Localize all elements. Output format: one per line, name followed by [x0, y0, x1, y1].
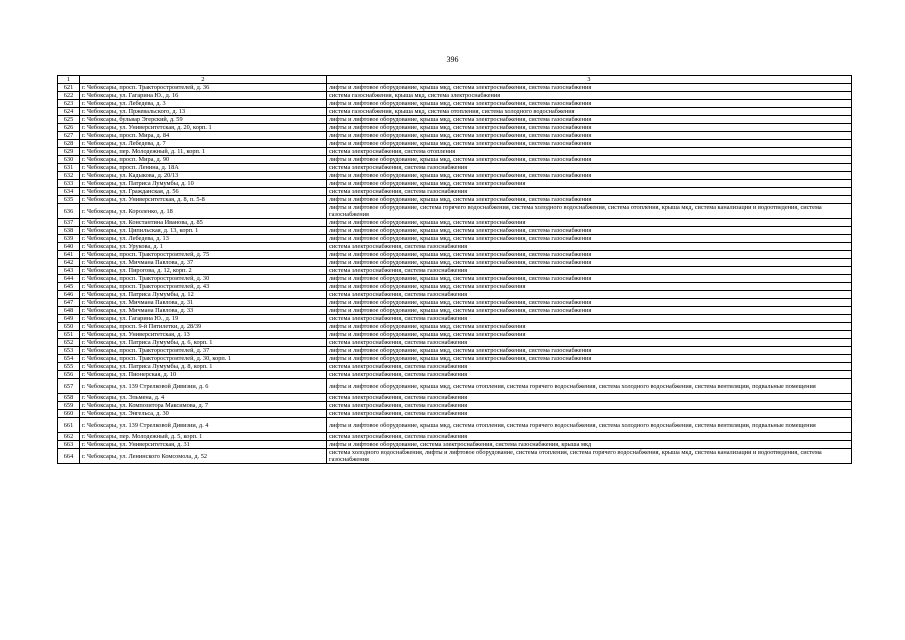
row-address: г. Чебоксары, ул. Эльмена, д. 4: [80, 394, 327, 402]
table-row: [58, 315, 852, 323]
row-address: г. Чебоксары, ул. Константина Иванова, д. 85: [80, 219, 327, 227]
row-number: 638: [58, 227, 80, 235]
row-number: 633: [58, 180, 80, 188]
table-row: [58, 347, 852, 355]
row-works: система газоснабжения, крыша мкд, система отопления, система холодного водоснабжения: [327, 108, 852, 116]
row-works: система электроснабжения, система газоснабжения: [327, 164, 852, 172]
row-address: г. Чебоксары, просп. Ленина, д. 18А: [80, 164, 327, 172]
row-number: 629: [58, 148, 80, 156]
row-works: лифты и лифтовое оборудование, крыша мкд, система электроснабжения: [327, 331, 852, 339]
row-address: г. Чебоксары, просп. Тракторостроителей, д. 43: [80, 283, 327, 291]
row-address: г. Чебоксары, ул. Лебедева, д. 13: [80, 235, 327, 243]
row-works: система электроснабжения, система газоснабжения: [327, 394, 852, 402]
row-works: лифты и лифтовое оборудование, крыша мкд, система электроснабжения, система газоснабжения: [327, 100, 852, 108]
row-number: 662: [58, 433, 80, 441]
row-number: 630: [58, 156, 80, 164]
row-works: система электроснабжения, система газоснабжения: [327, 267, 852, 275]
row-works: лифты и лифтовое оборудование, крыша мкд, система электроснабжения: [327, 323, 852, 331]
row-works: система электроснабжения, система газоснабжения: [327, 291, 852, 299]
row-works: система газоснабжения, крыша мкд, система электроснабжения: [327, 92, 852, 100]
table-row: [58, 410, 852, 418]
table-row: [58, 449, 852, 464]
table-row: [58, 108, 852, 116]
row-number: 626: [58, 124, 80, 132]
table-row: [58, 156, 852, 164]
row-works: система электроснабжения, система отопления: [327, 148, 852, 156]
table-row: [58, 283, 852, 291]
row-number: 625: [58, 116, 80, 124]
row-address: г. Чебоксары, ул. Университетская, д. 8, п. 5-8: [80, 196, 327, 204]
table-row: [58, 132, 852, 140]
table-row: [58, 251, 852, 259]
row-number: 641: [58, 251, 80, 259]
row-number: 622: [58, 92, 80, 100]
row-works: лифты и лифтовое оборудование, крыша мкд, система отопления, система горячего водоснабжения, система холодного водоснабжения, система вентиляции, подвальные помещения: [327, 379, 852, 394]
row-number: 664: [58, 449, 80, 464]
row-address: г. Чебоксары, ул. Университетская, д. 13: [80, 331, 327, 339]
table-row: [58, 227, 852, 235]
row-address: г. Чебоксары, ул. Пионерская, д. 10: [80, 371, 327, 379]
row-works: лифты и лифтовое оборудование, крыша мкд, система электроснабжения, система газоснабжения: [327, 172, 852, 180]
row-address: г. Чебоксары, ул. Кадыкова, д. 20/13: [80, 172, 327, 180]
row-works: лифты и лифтовое оборудование, крыша мкд, система электроснабжения, система газоснабжения: [327, 124, 852, 132]
row-works: система электроснабжения, система газоснабжения: [327, 243, 852, 251]
row-address: г. Чебоксары, ул. Ципильская, д. 13, корп. 1: [80, 227, 327, 235]
table-row: [58, 441, 852, 449]
row-address: г. Чебоксары, ул. 139 Стрелковой Дивизии, д. 6: [80, 379, 327, 394]
row-works: система электроснабжения, система газоснабжения: [327, 410, 852, 418]
row-works: система электроснабжения, система газоснабжения: [327, 371, 852, 379]
row-works: лифты и лифтовое оборудование, крыша мкд, система электроснабжения, система газоснабжения: [327, 307, 852, 315]
row-number: 644: [58, 275, 80, 283]
row-number: 628: [58, 140, 80, 148]
row-number: 627: [58, 132, 80, 140]
row-address: г. Чебоксары, ул. Лебедева, д. 7: [80, 140, 327, 148]
row-works: лифты и лифтовое оборудование, крыша мкд, система электроснабжения, система газоснабжения: [327, 196, 852, 204]
row-address: г. Чебоксары, просп. 9-й Пятилетки, д. 28/39: [80, 323, 327, 331]
row-number: 623: [58, 100, 80, 108]
table-row: [58, 275, 852, 283]
table-row: [58, 433, 852, 441]
table-row: [58, 379, 852, 394]
row-address: г. Чебоксары, ул. Патриса Лумумбы, д. 10: [80, 180, 327, 188]
table-row: [58, 402, 852, 410]
row-address: г. Чебоксары, ул. Композитора Максимова, д. 7: [80, 402, 327, 410]
table-row: [58, 307, 852, 315]
row-works: система электроснабжения, система газоснабжения: [327, 402, 852, 410]
table-row: [58, 116, 852, 124]
row-address: г. Чебоксары, просп. Мира, д. 84: [80, 132, 327, 140]
row-address: г. Чебоксары, ул. Патриса Лумумбы, д. 6, корп. 1: [80, 339, 327, 347]
table-row: [58, 339, 852, 347]
column-header-2: 2: [80, 76, 327, 84]
row-address: г. Чебоксары, ул. Гагарина Ю., д. 16: [80, 92, 327, 100]
row-number: 650: [58, 323, 80, 331]
table-row: [58, 267, 852, 275]
row-address: г. Чебоксары, ул. Пирогова, д. 12, корп. 2: [80, 267, 327, 275]
row-address: г. Чебоксары, ул. Лебедева, д. 3: [80, 100, 327, 108]
row-works: лифты и лифтовое оборудование, крыша мкд, система электроснабжения, система газоснабжения: [327, 116, 852, 124]
row-address: г. Чебоксары, ул. Патриса Лумумбы, д. 12: [80, 291, 327, 299]
row-address: г. Чебоксары, ул. Патриса Лумумбы, д. 8, корп. 1: [80, 363, 327, 371]
row-number: 643: [58, 267, 80, 275]
row-address: г. Чебоксары, ул. Гражданская, д. 56: [80, 188, 327, 196]
table-row: [58, 418, 852, 433]
row-number: 659: [58, 402, 80, 410]
row-address: г. Чебоксары, пер. Молодежный, д. 11, корп. 1: [80, 148, 327, 156]
table-body: [58, 84, 852, 464]
row-works: лифты и лифтовое оборудование, крыша мкд, система электроснабжения, система газоснабжения: [327, 259, 852, 267]
row-works: система электроснабжения, система газоснабжения: [327, 188, 852, 196]
page-number: 396: [446, 55, 459, 64]
row-number: 663: [58, 441, 80, 449]
row-works: лифты и лифтовое оборудование, крыша мкд, система электроснабжения, система газоснабжения: [327, 156, 852, 164]
table-row: [58, 164, 852, 172]
header-row: [58, 76, 852, 84]
row-number: 635: [58, 196, 80, 204]
row-number: 653: [58, 347, 80, 355]
row-address: г. Чебоксары, ул. Гагарина Ю., д. 19: [80, 315, 327, 323]
row-works: лифты и лифтовое оборудование, крыша мкд, система электроснабжения, система газоснабжения: [327, 299, 852, 307]
row-number: 651: [58, 331, 80, 339]
row-works: лифты и лифтовое оборудование, крыша мкд, система электроснабжения, система газоснабжения: [327, 347, 852, 355]
row-number: 642: [58, 259, 80, 267]
table-row: [58, 394, 852, 402]
row-works: лифты и лифтовое оборудование, крыша мкд, система электроснабжения, система газоснабжения: [327, 84, 852, 92]
row-address: г. Чебоксары, просп. Тракторостроителей, д. 37: [80, 347, 327, 355]
row-works: лифты и лифтовое оборудование, крыша мкд, система отопления, система горячего водоснабжения, система холодного водоснабжения, система вентиляции, подвальные помещения: [327, 418, 852, 433]
row-address: г. Чебоксары, ул. Энгельса, д. 30: [80, 410, 327, 418]
row-number: 649: [58, 315, 80, 323]
table-row: [58, 140, 852, 148]
row-works: система электроснабжения, система газоснабжения: [327, 315, 852, 323]
table-row: [58, 100, 852, 108]
row-number: 656: [58, 371, 80, 379]
row-works: лифты и лифтовое оборудование, крыша мкд, система электроснабжения, система газоснабжения: [327, 132, 852, 140]
table-row: [58, 196, 852, 204]
row-number: 646: [58, 291, 80, 299]
row-address: г. Чебоксары, ул. Университетская, д. 20, корп. 1: [80, 124, 327, 132]
row-works: лифты и лифтовое оборудование, крыша мкд, система электроснабжения, система газоснабжения: [327, 251, 852, 259]
row-address: г. Чебоксары, просп. Тракторостроителей, д. 75: [80, 251, 327, 259]
row-number: 654: [58, 355, 80, 363]
row-number: 631: [58, 164, 80, 172]
table-row: [58, 235, 852, 243]
table-row: [58, 148, 852, 156]
row-address: г. Чебоксары, просп. Мира, д. 90: [80, 156, 327, 164]
column-header-1: 1: [58, 76, 80, 84]
table-row: [58, 219, 852, 227]
table-row: [58, 259, 852, 267]
table-row: [58, 204, 852, 219]
row-works: лифты и лифтовое оборудование, крыша мкд, система электроснабжения, система газоснабжения: [327, 140, 852, 148]
row-number: 621: [58, 84, 80, 92]
row-works: лифты и лифтовое оборудование, система горячего водоснабжения, система холодного водоснабжения, система отопления, крыша мкд, система канализации и водоотведения, система газоснабжения: [327, 204, 852, 219]
row-number: 655: [58, 363, 80, 371]
row-works: лифты и лифтовое оборудование, крыша мкд, система электроснабжения: [327, 219, 852, 227]
row-address: г. Чебоксары, просп. Тракторостроителей, д. 30, корп. 1: [80, 355, 327, 363]
row-number: 645: [58, 283, 80, 291]
row-works: лифты и лифтовое оборудование, крыша мкд, система электроснабжения, система газоснабжения: [327, 235, 852, 243]
row-number: 632: [58, 172, 80, 180]
row-number: 652: [58, 339, 80, 347]
row-number: 647: [58, 299, 80, 307]
table-row: [58, 355, 852, 363]
table-row: [58, 84, 852, 92]
row-address: г. Чебоксары, бульвар Эгерский, д. 59: [80, 116, 327, 124]
row-address: г. Чебоксары, ул. Мичмана Павлова, д. 33: [80, 307, 327, 315]
registry-table: [57, 75, 852, 464]
table-row: [58, 323, 852, 331]
row-address: г. Чебоксары, пер. Молодежный, д. 5, корп. 1: [80, 433, 327, 441]
row-number: 640: [58, 243, 80, 251]
row-number: 639: [58, 235, 80, 243]
row-number: 660: [58, 410, 80, 418]
table-row: [58, 180, 852, 188]
table-row: [58, 331, 852, 339]
row-works: система холодного водоснабжения, лифты и лифтовое оборудование, система отопления, система горячего водоснабжения, крыша мкд, система канализации и водоотведения, система газоснабжения: [327, 449, 852, 464]
table-row: [58, 243, 852, 251]
row-works: лифты и лифтовое оборудование, крыша мкд, система электроснабжения, система газоснабжения: [327, 275, 852, 283]
row-works: лифты и лифтовое оборудование, система электроснабжения, система газоснабжения, крыша мкд: [327, 441, 852, 449]
row-address: г. Чебоксары, ул. Урукова, д. 1: [80, 243, 327, 251]
table-row: [58, 92, 852, 100]
row-number: 657: [58, 379, 80, 394]
row-number: 658: [58, 394, 80, 402]
row-works: лифты и лифтовое оборудование, крыша мкд, система электроснабжения, система газоснабжения: [327, 227, 852, 235]
row-works: система электроснабжения, система газоснабжения: [327, 363, 852, 371]
row-works: система электроснабжения, система газоснабжения: [327, 339, 852, 347]
row-number: 636: [58, 204, 80, 219]
row-number: 637: [58, 219, 80, 227]
table-row: [58, 188, 852, 196]
row-address: г. Чебоксары, ул. Короленко, д. 18: [80, 204, 327, 219]
table-row: [58, 124, 852, 132]
row-works: лифты и лифтовое оборудование, крыша мкд, система электроснабжения, система газоснабжения: [327, 355, 852, 363]
row-address: г. Чебоксары, ул. Пржевальского, д. 13: [80, 108, 327, 116]
row-works: лифты и лифтовое оборудование, крыша мкд, система электроснабжения: [327, 180, 852, 188]
row-number: 634: [58, 188, 80, 196]
table-row: [58, 291, 852, 299]
table-row: [58, 363, 852, 371]
row-number: 624: [58, 108, 80, 116]
row-address: г. Чебоксары, ул. Мичмана Павлова, д. 37: [80, 259, 327, 267]
row-address: г. Чебоксары, ул. Мичмана Павлова, д. 31: [80, 299, 327, 307]
row-works: лифты и лифтовое оборудование, крыша мкд, система электроснабжения: [327, 283, 852, 291]
row-address: г. Чебоксары, ул. Ленинского Комсомола, д. 52: [80, 449, 327, 464]
row-address: г. Чебоксары, просп. Тракторостроителей, д. 36: [80, 84, 327, 92]
row-number: 648: [58, 307, 80, 315]
row-address: г. Чебоксары, ул. Университетская, д. 31: [80, 441, 327, 449]
table-row: [58, 371, 852, 379]
table-row: [58, 299, 852, 307]
table-row: [58, 172, 852, 180]
column-header-3: 3: [327, 76, 852, 84]
row-number: 661: [58, 418, 80, 433]
row-address: г. Чебоксары, просп. Тракторостроителей, д. 30: [80, 275, 327, 283]
row-works: система электроснабжения, система газоснабжения: [327, 433, 852, 441]
row-address: г. Чебоксары, ул. 139 Стрелковой Дивизии, д. 4: [80, 418, 327, 433]
